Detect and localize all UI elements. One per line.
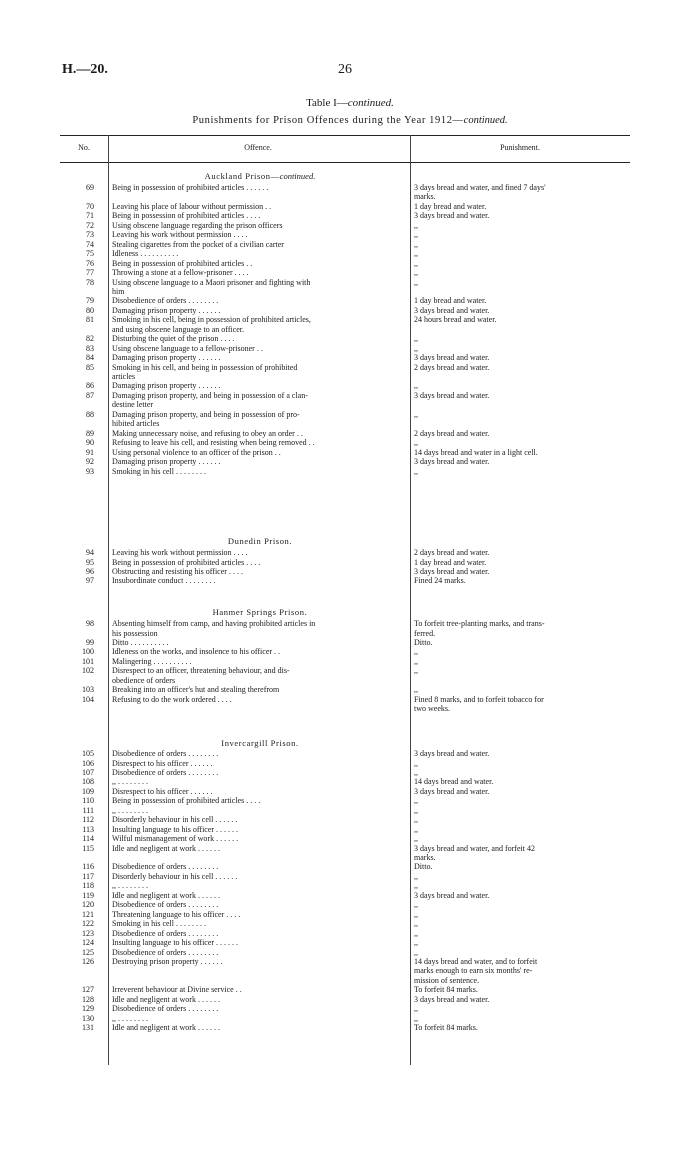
row-number: 105 — [82, 749, 94, 758]
row-number: 71 — [86, 211, 94, 221]
row-number: 74 — [86, 239, 94, 249]
row-offence: Disobedience of orders . . . . . . . . — [112, 1004, 219, 1014]
row-offence: Leaving his work without permission . . . . — [112, 230, 248, 240]
row-number: 114 — [82, 834, 94, 844]
table-title — [0, 97, 700, 109]
row-punishment: 3 days bread and water. — [414, 353, 490, 363]
row-number: 77 — [86, 268, 94, 277]
row-offence: Leaving his work without permission . . . . — [112, 548, 248, 557]
row-number: 112 — [82, 815, 94, 825]
row-offence: Smoking in his cell, being in possession of prohibited articles, — [112, 315, 311, 325]
row-offence: Disrespect to his officer . . . . . . — [112, 758, 213, 768]
row-punishment: 3 days bread and water. — [414, 994, 490, 1004]
row-number: 110 — [82, 796, 94, 806]
column-header-no: No. — [78, 143, 90, 152]
row-punishment: ,, — [414, 919, 418, 929]
row-punishment: marks. — [414, 192, 436, 202]
row-number: 96 — [86, 566, 94, 576]
row-number: 126 — [82, 956, 94, 966]
table-subtitle — [0, 115, 700, 126]
row-punishment: 14 days bread and water in a light cell. — [414, 447, 538, 457]
column-header-offence: Offence. — [244, 143, 272, 152]
row-number: 95 — [86, 557, 94, 567]
row-number: 80 — [86, 305, 94, 315]
row-offence: Disobedience of orders . . . . . . . . — [112, 900, 219, 910]
row-number: 129 — [82, 1004, 94, 1014]
row-punishment: ,, — [414, 277, 418, 287]
row-punishment: ,, — [414, 381, 418, 391]
row-offence: Disrespect to an officer, threatening behaviour, and dis- — [112, 666, 290, 676]
row-punishment: 3 days bread and water. — [414, 305, 490, 315]
row-number: 89 — [86, 428, 94, 438]
row-offence: Using personal violence to an officer of the prison . . — [112, 447, 281, 457]
row-punishment: marks. — [414, 853, 436, 862]
row-offence: Ditto . . . . . . . . . . — [112, 637, 169, 647]
row-punishment: ,, — [414, 938, 418, 947]
row-offence: Insulting language to his officer . . . . . . — [112, 824, 239, 834]
row-punishment: 1 day bread and water. — [414, 296, 487, 306]
row-punishment: ,, — [414, 1004, 418, 1014]
row-punishment: ,, — [414, 438, 418, 448]
row-punishment: 1 day bread and water. — [414, 201, 487, 211]
row-offence: Smoking in his cell, and being in possession of prohibited — [112, 362, 298, 372]
row-offence: Leaving his place of labour without permission . . — [112, 201, 272, 211]
row-number: 98 — [86, 619, 94, 628]
row-punishment: 24 hours bread and water. — [414, 315, 497, 325]
row-offence: Smoking in his cell . . . . . . . . — [112, 919, 206, 929]
row-offence: Damaging prison property, and being in possession of a clan- — [112, 390, 308, 400]
row-punishment: ,, — [414, 239, 418, 249]
row-punishment: 2 days bread and water. — [414, 428, 490, 438]
row-offence: Refusing to leave his cell, and resisting when being removed . . — [112, 438, 315, 448]
row-offence: Idle and negligent at work . . . . . . — [112, 843, 220, 853]
row-punishment: To forfeit tree-planting marks, and trans- — [414, 619, 545, 628]
row-punishment: ,, — [414, 881, 418, 891]
row-offence: Smoking in his cell . . . . . . . . — [112, 466, 206, 476]
row-punishment: 14 days bread and water. — [414, 777, 494, 787]
row-punishment: 3 days bread and water. — [414, 457, 490, 466]
row-number: 104 — [82, 694, 94, 704]
table-subtitle-text: Punishments for Prison Offences during the Year 1912— — [192, 115, 464, 126]
row-offence: Insubordinate conduct . . . . . . . . — [112, 576, 216, 586]
column-header-punishment: Punishment. — [500, 143, 540, 152]
row-punishment: ,, — [414, 871, 418, 881]
row-number: 122 — [82, 919, 94, 929]
row-punishment: 3 days bread and water, and fined 7 days' — [414, 183, 546, 192]
row-offence: Disturbing the quiet of the prison . . . . — [112, 334, 235, 344]
row-punishment: ,, — [414, 824, 418, 834]
row-number: 70 — [86, 201, 94, 211]
row-offence: and using obscene language to an officer. — [112, 324, 245, 334]
row-offence: Disobedience of orders . . . . . . . . — [112, 749, 219, 758]
row-offence: Refusing to do the work ordered . . . . — [112, 694, 232, 704]
row-offence: ,, . . . . . . . . — [112, 805, 148, 815]
row-number: 109 — [82, 786, 94, 796]
row-offence: Being in possession of prohibited articles . . — [112, 258, 253, 268]
row-offence: Idle and negligent at work . . . . . . — [112, 1023, 220, 1033]
row-offence: Malingering . . . . . . . . . . — [112, 656, 192, 666]
row-offence: Idle and negligent at work . . . . . . — [112, 994, 220, 1004]
row-offence: Disobedience of orders . . . . . . . . — [112, 767, 219, 777]
row-offence: Throwing a stone at a fellow-prisoner . . . . — [112, 268, 249, 277]
row-punishment: ,, — [414, 900, 418, 910]
row-offence: Damaging prison property . . . . . . — [112, 457, 221, 466]
row-number: 111 — [82, 805, 94, 815]
row-number: 113 — [82, 824, 94, 834]
row-number: 117 — [82, 871, 94, 881]
row-offence: Wilful mismanagement of work . . . . . . — [112, 834, 239, 844]
row-offence: Idleness . . . . . . . . . . — [112, 249, 179, 259]
row-offence: Destroying prison property . . . . . . — [112, 956, 223, 966]
row-number: 72 — [86, 220, 94, 230]
row-offence: Insulting language to his officer . . . . . . — [112, 938, 239, 947]
row-offence: Disobedience of orders . . . . . . . . — [112, 296, 219, 306]
row-offence: hibited articles — [112, 419, 160, 429]
table-title-continued: continued. — [347, 97, 394, 109]
row-number: 116 — [82, 862, 94, 872]
row-offence: Damaging prison property, and being in possession of pro- — [112, 409, 300, 419]
row-punishment: 3 days bread and water. — [414, 890, 490, 900]
row-punishment: ,, — [414, 656, 418, 666]
row-number: 73 — [86, 230, 94, 240]
row-number: 87 — [86, 390, 94, 400]
row-offence: him — [112, 286, 125, 296]
row-punishment: ,, — [414, 466, 418, 476]
row-number: 102 — [82, 666, 94, 676]
row-offence: Idle and negligent at work . . . . . . — [112, 890, 220, 900]
row-punishment: 3 days bread and water, and forfeit 42 — [414, 843, 535, 853]
row-offence: Being in possession of prohibited articles . . . . — [112, 557, 261, 567]
row-offence: Making unnecessary noise, and refusing to obey an order . . — [112, 428, 303, 438]
row-offence: Absenting himself from camp, and having prohibited articles in — [112, 619, 316, 628]
section-heading-dunedin — [110, 536, 410, 546]
row-punishment: ,, — [414, 666, 418, 676]
row-punishment: marks enough to earn six months' re- — [414, 966, 533, 976]
row-punishment: mission of sentence. — [414, 975, 480, 985]
row-number: 97 — [86, 576, 94, 586]
row-offence: ,, . . . . . . . . — [112, 1013, 148, 1023]
row-number: 83 — [86, 343, 94, 353]
row-number: 127 — [82, 985, 94, 995]
row-punishment: ,, — [414, 805, 418, 815]
row-number: 76 — [86, 258, 94, 268]
row-punishment: Fined 8 marks, and to forfeit tobacco for — [414, 694, 544, 704]
row-offence: his possession — [112, 628, 158, 638]
row-punishment: Fined 24 marks. — [414, 576, 466, 586]
row-number: 75 — [86, 249, 94, 259]
row-offence: Damaging prison property . . . . . . — [112, 381, 221, 391]
row-number: 123 — [82, 928, 94, 938]
row-number: 78 — [86, 277, 94, 287]
section-heading-invercargill — [110, 738, 410, 748]
row-punishment: 14 days bread and water, and to forfeit — [414, 956, 538, 966]
row-number: 99 — [86, 637, 94, 647]
row-number: 103 — [82, 685, 94, 695]
row-number: 86 — [86, 381, 94, 391]
row-number: 115 — [82, 843, 94, 853]
row-number: 88 — [86, 409, 94, 419]
row-offence: Disrespect to his officer . . . . . . — [112, 786, 213, 796]
section-name: Auckland Prison— — [204, 171, 280, 181]
row-punishment: ,, — [414, 767, 418, 777]
row-punishment: ,, — [414, 334, 418, 344]
row-offence: Threatening language to his officer . . . . — [112, 909, 241, 919]
row-number: 106 — [82, 758, 94, 768]
row-offence: ,, . . . . . . . . — [112, 881, 148, 891]
row-number: 125 — [82, 947, 94, 957]
row-offence: Being in possession of prohibited articles . . . . — [112, 211, 261, 221]
row-number: 130 — [82, 1013, 94, 1023]
row-number: 91 — [86, 447, 94, 457]
row-punishment: ,, — [414, 230, 418, 240]
row-punishment: ,, — [414, 647, 418, 657]
row-offence: obedience of orders — [112, 675, 176, 685]
row-punishment: To forfeit 84 marks. — [414, 1023, 478, 1033]
row-punishment: ,, — [414, 947, 418, 957]
row-number: 124 — [82, 938, 94, 947]
row-punishment: ,, — [414, 258, 418, 268]
row-offence: Using obscene language regarding the prison officers — [112, 220, 283, 230]
row-number: 120 — [82, 900, 94, 910]
row-punishment: ,, — [414, 834, 418, 844]
row-number: 131 — [82, 1023, 94, 1033]
row-number: 128 — [82, 994, 94, 1004]
page-number: 26 — [338, 62, 352, 77]
section-name: Invercargill Prison. — [221, 738, 299, 748]
row-number: 93 — [86, 466, 94, 476]
row-offence: Irreverent behaviour at Divine service . . — [112, 985, 242, 995]
row-offence: Using obscene language to a Maori prisoner and fighting with — [112, 277, 311, 287]
row-number: 121 — [82, 909, 94, 919]
section-heading-auckland — [110, 171, 410, 181]
row-number: 108 — [82, 777, 94, 787]
row-punishment: 3 days bread and water. — [414, 566, 490, 576]
row-offence: Being in possession of prohibited articles . . . . — [112, 796, 261, 806]
row-punishment: ,, — [414, 1013, 418, 1023]
column-divider-no — [108, 135, 109, 1065]
row-punishment: two weeks. — [414, 704, 450, 714]
row-punishment: ,, — [414, 815, 418, 825]
section-continued: continued. — [279, 171, 316, 181]
row-number: 81 — [86, 315, 94, 325]
row-punishment: ferred. — [414, 628, 436, 638]
row-offence: Idleness on the works, and insolence to his officer . . — [112, 647, 281, 657]
row-punishment: ,, — [414, 268, 418, 277]
row-offence: Being in possession of prohibited articles . . . . . . — [112, 183, 269, 192]
row-punishment: ,, — [414, 758, 418, 768]
row-punishment: To forfeit 84 marks. — [414, 985, 478, 995]
row-punishment: 1 day bread and water. — [414, 557, 487, 567]
row-number: 119 — [82, 890, 94, 900]
row-punishment: ,, — [414, 220, 418, 230]
row-offence: Disorderly behaviour in his cell . . . . . . — [112, 871, 238, 881]
section-name: Dunedin Prison. — [227, 536, 293, 546]
row-offence: Disorderly behaviour in his cell . . . . . . — [112, 815, 238, 825]
row-punishment: ,, — [414, 409, 418, 419]
row-punishment: Ditto. — [414, 862, 433, 872]
row-number: 79 — [86, 296, 94, 306]
row-number: 118 — [82, 881, 94, 891]
page-reference: H.—20. — [62, 62, 108, 77]
row-offence: articles — [112, 372, 136, 381]
row-punishment: ,, — [414, 909, 418, 919]
row-punishment: Ditto. — [414, 637, 433, 647]
row-offence: Using obscene language to a fellow-prisoner . . — [112, 343, 263, 353]
row-offence: Stealing cigarettes from the pocket of a civilian carter — [112, 239, 284, 249]
row-number: 69 — [86, 183, 94, 192]
row-offence: Obstructing and resisting his officer . . . . — [112, 566, 243, 576]
row-punishment: 3 days bread and water. — [414, 211, 490, 221]
row-offence: Damaging prison property . . . . . . — [112, 305, 221, 315]
row-number: 101 — [82, 656, 94, 666]
row-punishment: 2 days bread and water. — [414, 362, 490, 372]
row-number: 92 — [86, 457, 94, 466]
row-offence: Breaking into an officer's hut and stealing therefrom — [112, 685, 280, 695]
row-number: 90 — [86, 438, 94, 448]
table-header — [60, 135, 630, 163]
row-offence: Damaging prison property . . . . . . — [112, 353, 221, 363]
row-number: 100 — [82, 647, 94, 657]
row-offence: ,, . . . . . . . . — [112, 777, 148, 787]
row-number: 94 — [86, 548, 94, 557]
row-number: 85 — [86, 362, 94, 372]
row-punishment: ,, — [414, 249, 418, 259]
row-punishment: ,, — [414, 928, 418, 938]
row-offence: Disobedience of orders . . . . . . . . — [112, 862, 219, 872]
table-title-text: Table I— — [306, 97, 348, 109]
row-offence: destine letter — [112, 400, 154, 410]
row-punishment: 3 days bread and water. — [414, 786, 490, 796]
table-subtitle-continued: continued. — [463, 115, 508, 126]
row-number: 107 — [82, 767, 94, 777]
column-divider-offence — [410, 135, 411, 1065]
row-offence: Disobedience of orders . . . . . . . . — [112, 928, 219, 938]
row-punishment: ,, — [414, 343, 418, 353]
row-punishment: 3 days bread and water. — [414, 390, 490, 400]
row-punishment: 2 days bread and water. — [414, 548, 490, 557]
row-punishment: 3 days bread and water. — [414, 749, 490, 758]
row-number: 82 — [86, 334, 94, 344]
section-name: Hanmer Springs Prison. — [212, 607, 308, 617]
row-offence: Disobedience of orders . . . . . . . . — [112, 947, 219, 957]
row-punishment: ,, — [414, 796, 418, 806]
row-punishment: ,, — [414, 685, 418, 695]
row-number: 84 — [86, 353, 94, 363]
section-heading-hanmer — [110, 607, 410, 617]
